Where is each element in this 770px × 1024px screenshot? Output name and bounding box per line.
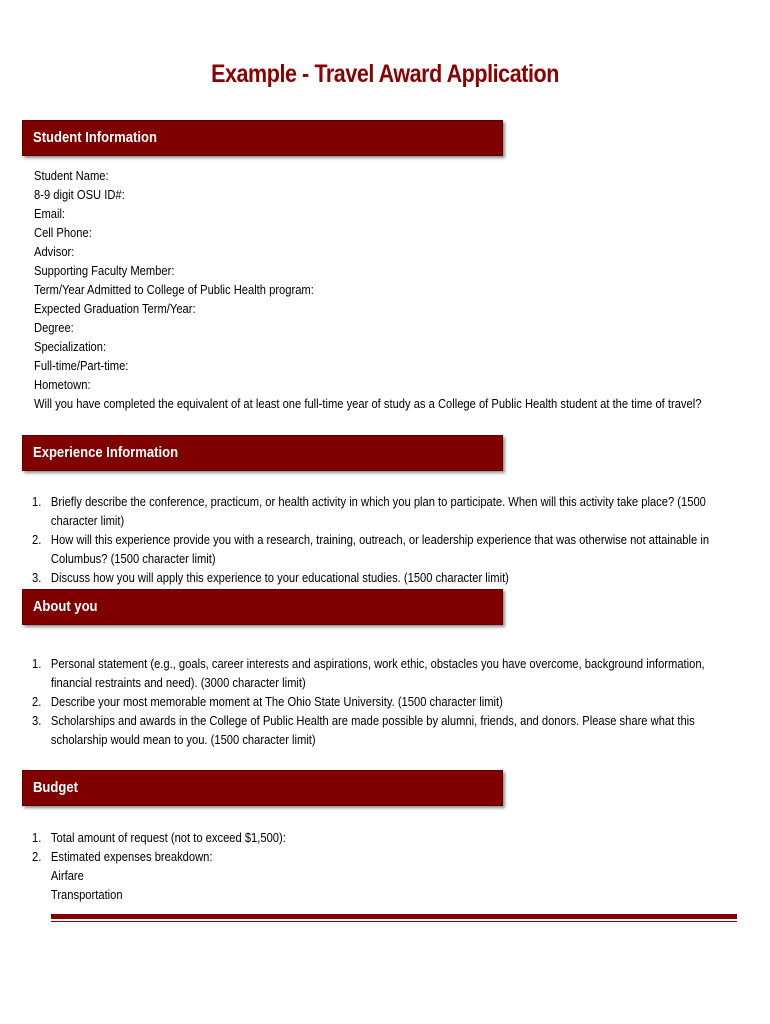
list-item-text: Describe your most memorable moment at The Ohio State University. (1500 character limit) bbox=[50, 694, 503, 709]
expense-transportation: Transportation bbox=[50, 887, 123, 902]
field-osu-id: 8-9 digit OSU ID#: bbox=[34, 187, 125, 202]
list-number: 1. bbox=[32, 494, 42, 509]
list-number: 3. bbox=[32, 570, 42, 585]
about-you-questions-list bbox=[32, 654, 733, 749]
list-number: 1. bbox=[32, 656, 42, 671]
field-specialization: Specialization: bbox=[34, 339, 107, 354]
section-header-label: About you bbox=[33, 599, 98, 615]
list-item-text: Scholarships and awards in the College of Public Health are made possible by alumni, friends, and donors. Please share what this scholarship would mean to you. (1500 character limit) bbox=[50, 713, 695, 747]
list-number: 2. bbox=[32, 849, 42, 864]
section-header-label: Experience Information bbox=[33, 445, 179, 461]
list-item-text: Total amount of request (not to exceed $1,500): bbox=[50, 830, 286, 845]
section-header-about-you bbox=[22, 589, 503, 625]
footer-divider-thick bbox=[51, 914, 737, 919]
list-number: 1. bbox=[32, 830, 42, 845]
list-item bbox=[32, 847, 733, 904]
section-header-label: Budget bbox=[33, 780, 78, 796]
document-title: Example - Travel Award Application bbox=[211, 60, 559, 88]
expense-airfare: Airfare bbox=[50, 868, 84, 883]
list-item bbox=[32, 711, 733, 749]
section-header-student-information bbox=[22, 120, 503, 156]
list-number: 3. bbox=[32, 713, 42, 728]
list-item bbox=[32, 654, 733, 692]
expense-subitems bbox=[51, 866, 733, 904]
list-item-text: Personal statement (e.g., goals, career interests and aspirations, work ethic, obstacles you have overcome, background information, financial restraints and need). (3000 character limit) bbox=[50, 656, 705, 690]
section-header-budget bbox=[22, 770, 503, 806]
list-number: 2. bbox=[32, 694, 42, 709]
field-degree: Degree: bbox=[34, 320, 74, 335]
budget-questions-list bbox=[32, 828, 733, 904]
list-item-text: Discuss how you will apply this experience to your educational studies. (1500 character limit) bbox=[50, 570, 509, 585]
list-item-text: How will this experience provide you with a research, training, outreach, or leadership experience that was otherwise not attainable in Columbus? (1500 character limit) bbox=[50, 532, 710, 566]
list-item bbox=[32, 692, 733, 711]
section-header-label: Student Information bbox=[33, 130, 157, 146]
section-header-experience-information bbox=[22, 435, 503, 471]
field-email: Email: bbox=[34, 206, 66, 221]
field-advisor: Advisor: bbox=[34, 244, 75, 259]
student-information-fields bbox=[34, 166, 701, 413]
field-expected-graduation: Expected Graduation Term/Year: bbox=[34, 301, 196, 316]
field-student-name: Student Name: bbox=[34, 168, 109, 183]
field-full-part-time: Full-time/Part-time: bbox=[34, 358, 129, 373]
field-cell-phone: Cell Phone: bbox=[34, 225, 92, 240]
list-item bbox=[32, 828, 733, 847]
field-supporting-faculty: Supporting Faculty Member: bbox=[34, 263, 175, 278]
experience-questions-list bbox=[32, 492, 733, 587]
field-term-admitted: Term/Year Admitted to College of Public Health program: bbox=[34, 282, 314, 297]
list-item bbox=[32, 492, 733, 530]
field-hometown: Hometown: bbox=[34, 377, 91, 392]
field-full-time-year-question: Will you have completed the equivalent of at least one full-time year of study as a College of Public Health student at the time of travel? bbox=[34, 396, 702, 411]
list-item bbox=[32, 568, 733, 587]
list-number: 2. bbox=[32, 532, 42, 547]
list-item-text: Estimated expenses breakdown: bbox=[50, 849, 213, 864]
list-item bbox=[32, 530, 733, 568]
list-item-text: Briefly describe the conference, practicum, or health activity in which you plan to participate. When will this activity take place? (1500 character limit) bbox=[50, 494, 706, 528]
footer-divider-thin bbox=[51, 921, 737, 922]
